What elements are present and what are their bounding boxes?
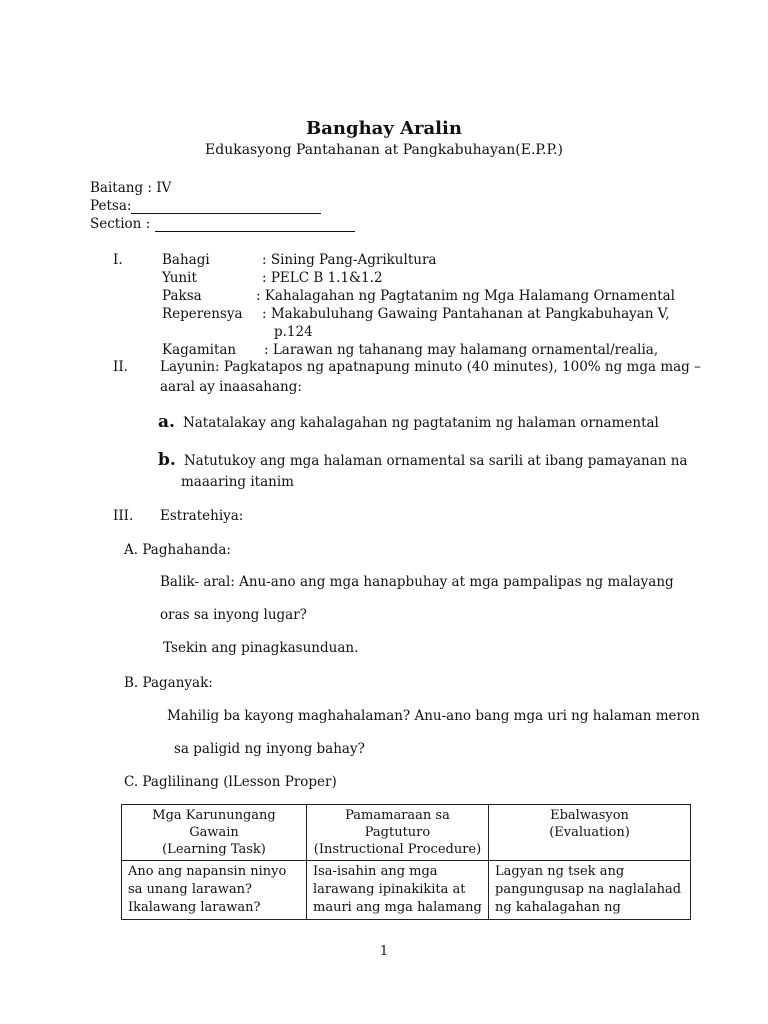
objective-a-letter: a. (158, 412, 175, 432)
header-instructional-procedure: Pamamaraan sa Pagtuturo (Instructional Procedure) (307, 805, 489, 861)
objective-b (158, 450, 687, 470)
estratehiya-heading: Estratehiya: (160, 508, 244, 524)
paglilinang-heading: C. Paglilinang (lLesson Proper) (124, 774, 337, 790)
baitang-line: Baitang : IV (90, 180, 172, 196)
layunin-line-1: Layunin: Pagkatapos ng apatnapung minuto (40 minutes), 100% ng mga mag – (160, 359, 701, 375)
paksa-value: : Kahalagahan ng Pagtatanim ng Mga Halamang Ornamental (256, 288, 675, 304)
document-subtitle: Edukasyong Pantahanan at Pangkabuhayan(E.P.P.) (205, 142, 563, 158)
paghahanda-heading: A. Paghahanda: (124, 542, 231, 558)
section-2-numeral: II. (113, 359, 128, 375)
tsekin-line: Tsekin ang pinagkasunduan. (163, 640, 359, 656)
table-header-row (122, 805, 691, 861)
petsa-line (90, 198, 321, 214)
reperensya-page: p.124 (274, 324, 313, 340)
document-title: Banghay Aralin (306, 118, 462, 139)
section-blank (155, 218, 355, 232)
bahagi-value: : Sining Pang-Agrikultura (262, 252, 437, 268)
petsa-label: Petsa: (90, 198, 132, 214)
objective-a (158, 412, 659, 432)
cell-evaluation: Lagyan ng tsek ang pangungusap na naglalahad ng kahalagahan ng (489, 861, 691, 920)
header-evaluation: Ebalwasyon (Evaluation) (489, 805, 691, 861)
header-learning-task: Mga Karunungang Gawain (Learning Task) (122, 805, 307, 861)
layunin-line-2: aaral ay inaasahang: (160, 379, 302, 395)
yunit-label: Yunit (162, 270, 197, 286)
balik-aral-line-2: oras sa inyong lugar? (160, 607, 307, 623)
objective-b-text-2: maaaring itanim (181, 474, 294, 490)
cell-instructional-procedure: Isa-isahin ang mga larawang ipinakikita at mauri ang mga halamang (307, 861, 489, 920)
page-number: 1 (379, 944, 389, 959)
paganyak-heading: B. Paganyak: (124, 675, 213, 691)
objective-a-text: Natatalakay ang kahalagahan ng pagtatanim ng halaman ornamental (182, 415, 659, 431)
paganyak-line-1: Mahilig ba kayong maghahalaman? Anu-ano bang mga uri ng halaman meron (167, 708, 700, 724)
paganyak-line-2: sa paligid ng inyong bahay? (174, 741, 365, 757)
balik-aral-line-1: Balik- aral: Anu-ano ang mga hanapbuhay at mga pampalipas ng malayang (160, 574, 674, 590)
yunit-value: : PELC B 1.1&1.2 (262, 270, 383, 286)
reperensya-label: Reperensya (162, 306, 243, 322)
cell-learning-task: Ano ang napansin ninyo sa unang larawan? Ikalawang larawan? (122, 861, 307, 920)
objective-b-letter: b. (158, 450, 176, 470)
objective-b-text-1: Natutukoy ang mga halaman ornamental sa sarili at ibang pamayanan na (183, 453, 688, 469)
petsa-blank (131, 200, 321, 214)
section-line (90, 216, 355, 232)
section-3-numeral: III. (113, 508, 134, 524)
kagamitan-value: : Larawan ng tahanang may halamang ornamental/realia, (264, 342, 659, 358)
lesson-proper-table (121, 804, 691, 920)
section-1-numeral: I. (113, 252, 123, 268)
table-row (122, 861, 691, 920)
kagamitan-label: Kagamitan (162, 342, 237, 358)
reperensya-value: : Makabuluhang Gawaing Pantahanan at Pangkabuhayan V, (262, 306, 670, 322)
section-label: Section : (90, 216, 151, 232)
bahagi-label: Bahagi (162, 252, 210, 268)
paksa-label: Paksa (162, 288, 202, 304)
